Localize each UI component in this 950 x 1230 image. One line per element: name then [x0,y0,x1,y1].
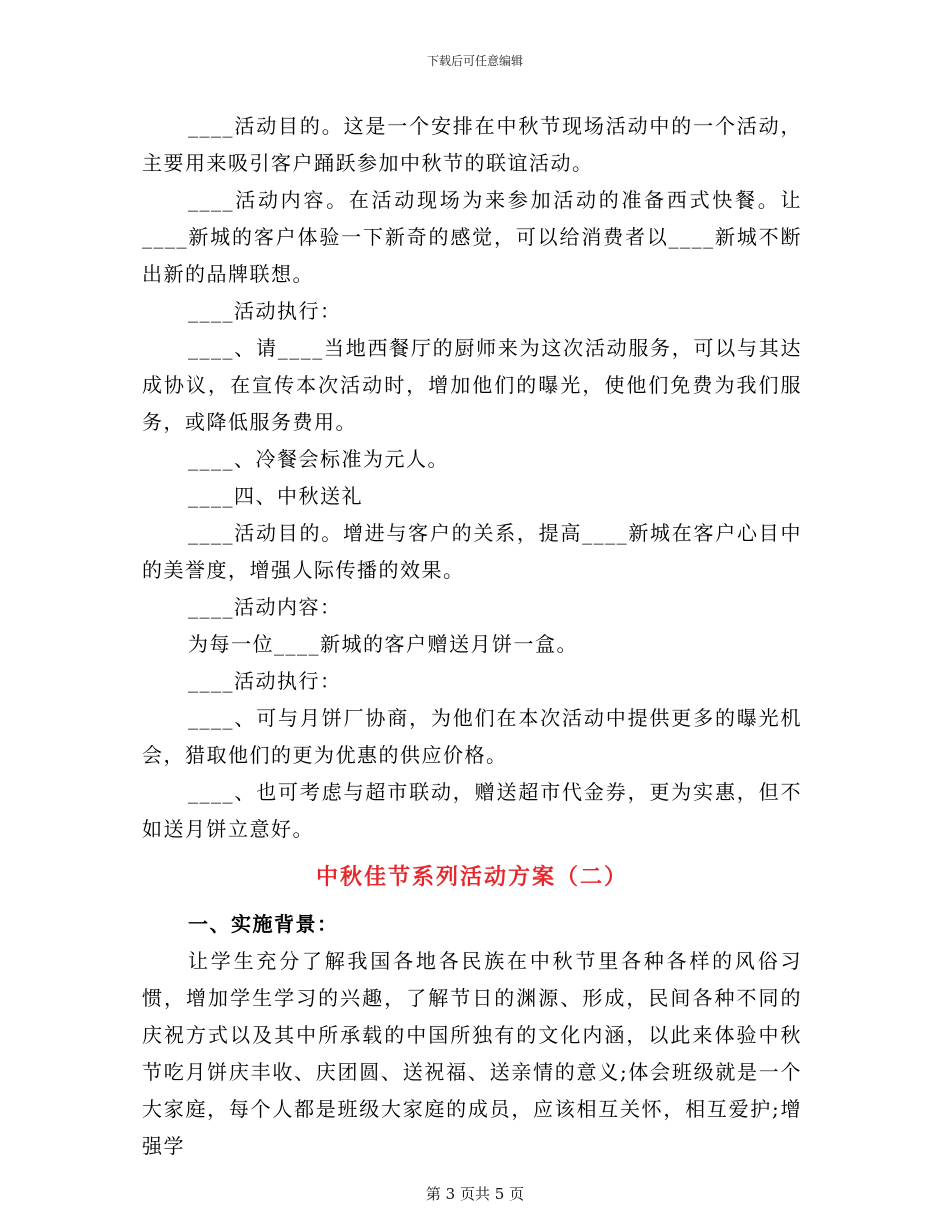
paragraph: 让学生充分了解我国各地各民族在中秋节里各种各样的风俗习惯，增加学生学习的兴趣，了解节日的渊源、形成，民间各种不同的庆祝方式以及其中所承载的中国所独有的文化内涵，以此来体验中秋节吃月饼庆丰收、庆团圆、送祝福、送亲情的意义;体会班级就是一个大家庭，每个人都是班级大家庭的成员，应该相互关怀，相互爱护;增强学 [142,949,802,1158]
paragraph: ____活动目的。增进与客户的关系，提高____新城在客户心目中的美誉度，增强人际传播的效果。 [142,521,802,582]
page-header: 下载后可任意编辑 [426,54,523,68]
paragraph: ____、也可考虑与超市联动，赠送超市代金券，更为实惠，但不如送月饼立意好。 [142,780,802,841]
paragraph: 为每一位____新城的客户赠送月饼一盒。 [188,632,578,656]
section-heading: 一、实施背景： [188,912,339,936]
paragraph: ____、可与月饼厂协商，为他们在本次活动中提供更多的曝光机会，猎取他们的更为优惠的供应价格。 [142,706,802,767]
paragraph: ____活动执行： [188,669,342,693]
paragraph: ____活动内容： [188,595,342,619]
paragraph: ____活动目的。这是一个安排在中秋节现场活动中的一个活动，主要用来吸引客户踊跃参加中秋节的联谊活动。 [142,114,802,175]
page-footer: 第 3 页共 5 页 [425,1185,525,1203]
paragraph: ____四、中秋送礼 [188,484,363,508]
document-body [142,108,802,1165]
paragraph: ____、冷餐会标准为元人。 [188,447,449,471]
paragraph: ____活动内容。在活动现场为来参加活动的准备西式快餐。让____新城的客户体验一下新奇的感觉，可以给消费者以____新城不断出新的品牌联想。 [142,188,802,286]
section-title: 中秋佳节系列活动方案（二） [315,865,628,890]
paragraph: ____、请____当地西餐厅的厨师来为这次活动服务，可以与其达成协议，在宣传本次活动时，增加他们的曝光，使他们免费为我们服务，或降低服务费用。 [142,336,802,434]
paragraph: ____活动执行： [188,299,342,323]
